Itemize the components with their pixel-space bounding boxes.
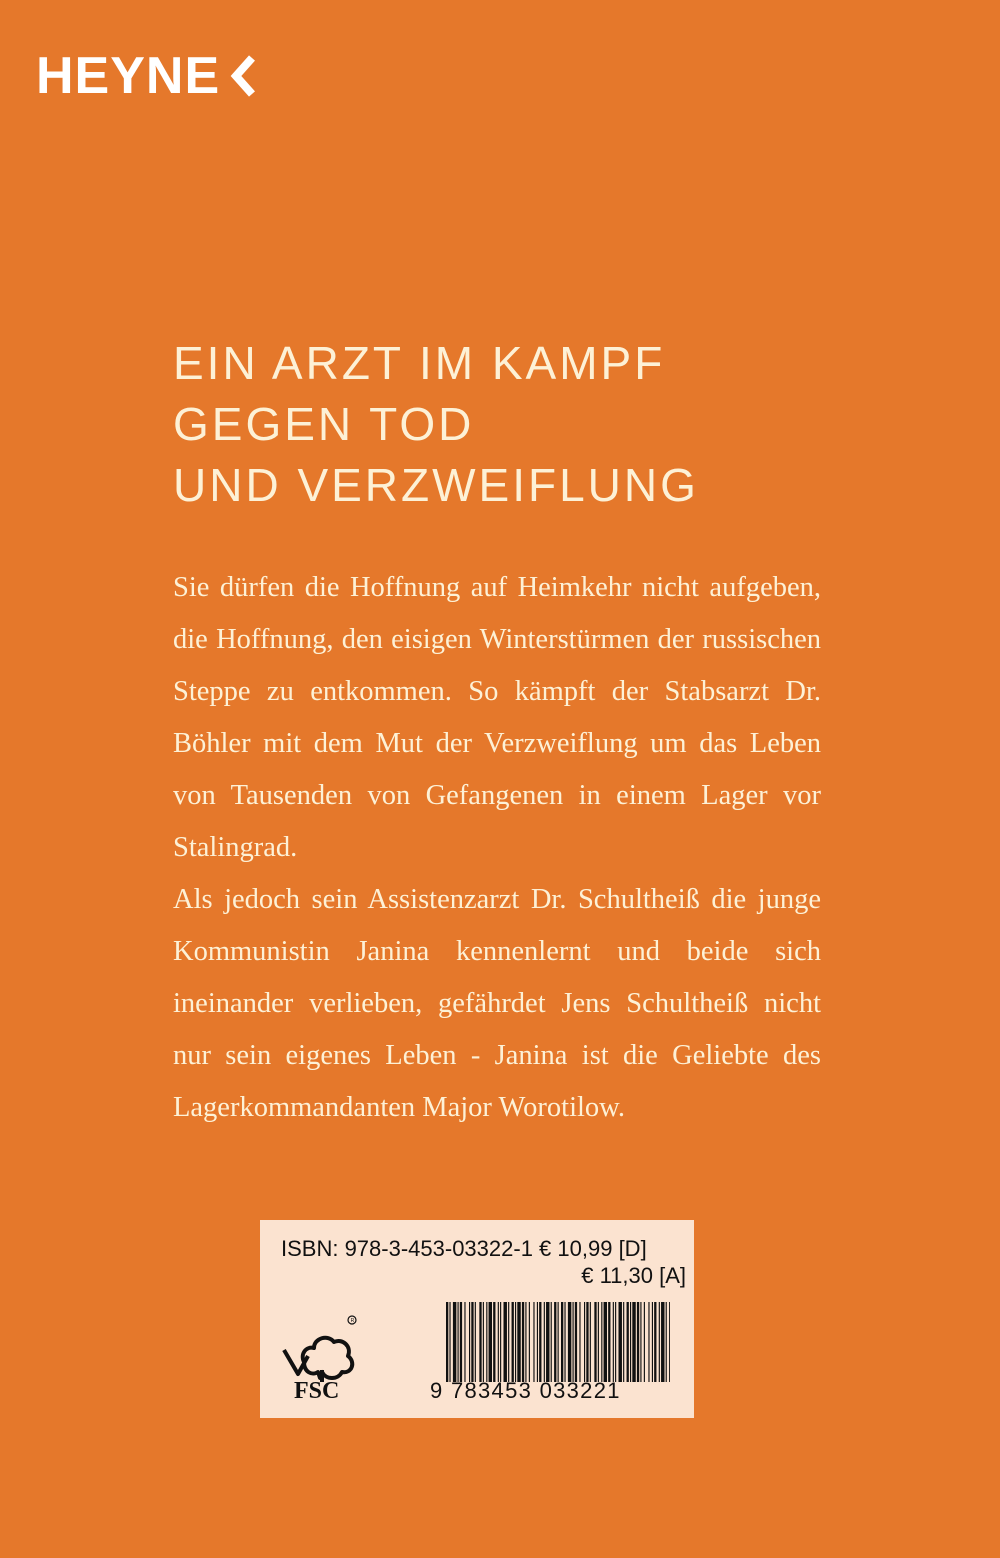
barcode-bar bbox=[644, 1302, 645, 1382]
barcode-bar bbox=[464, 1302, 465, 1382]
blurb-paragraph: Sie dürfen die Hoffnung auf Heimkehr nicht aufgeben, die Hoffnung, den eisigen Winterstürmen der russischen Steppe zu entkommen. So kämpft der Stabsarzt Dr. Böhler mit dem Mut der Verzweiflung um das Leben von Tausenden von Gefangenen in einem Lager vor Stalingrad. bbox=[173, 572, 821, 863]
barcode-bar bbox=[604, 1302, 607, 1382]
barcode-number: 9 783453 033221 bbox=[430, 1378, 621, 1403]
fsc-label: FSC bbox=[294, 1378, 340, 1404]
barcode-bar bbox=[659, 1302, 660, 1382]
barcode-bar bbox=[613, 1302, 614, 1382]
barcode-bar bbox=[522, 1302, 524, 1382]
barcode-bar bbox=[537, 1302, 538, 1382]
barcode-bar bbox=[460, 1302, 462, 1382]
barcode-bar bbox=[525, 1302, 526, 1382]
barcode-bar bbox=[546, 1302, 549, 1382]
barcode-bar bbox=[483, 1302, 484, 1382]
barcode-bar bbox=[489, 1302, 492, 1382]
barcode-bar bbox=[449, 1302, 450, 1382]
barcode-bar bbox=[539, 1302, 541, 1382]
barcode-bar bbox=[652, 1302, 653, 1382]
barcode-bar bbox=[586, 1302, 588, 1382]
barcode-bar bbox=[594, 1302, 596, 1382]
barcode-bar bbox=[640, 1302, 641, 1382]
barcode-bar bbox=[515, 1302, 516, 1382]
book-blurb bbox=[173, 562, 821, 1134]
barcode-bar bbox=[529, 1302, 530, 1382]
barcode-bar bbox=[498, 1302, 499, 1382]
barcode-bar bbox=[575, 1302, 577, 1382]
barcode-bar bbox=[654, 1302, 656, 1382]
barcode-bar bbox=[453, 1302, 456, 1382]
barcode-bar bbox=[479, 1302, 481, 1382]
barcode-bar bbox=[648, 1302, 649, 1382]
price-austria: € 11,30 [A] bbox=[581, 1263, 686, 1288]
barcode-bar bbox=[573, 1302, 574, 1382]
barcode-bar bbox=[554, 1302, 556, 1382]
barcode-bar bbox=[446, 1302, 448, 1382]
barcode-bar bbox=[561, 1302, 563, 1382]
barcode-bar bbox=[627, 1302, 629, 1382]
headline-line: GEGEN TOD bbox=[173, 398, 475, 450]
barcode-bar bbox=[517, 1302, 520, 1382]
barcode-bar bbox=[533, 1302, 534, 1382]
barcode-bar bbox=[619, 1302, 622, 1382]
barcode-bar bbox=[568, 1302, 571, 1382]
barcode-bar bbox=[632, 1302, 635, 1382]
headline-line: UND VERZWEIFLUNG bbox=[173, 459, 699, 511]
isbn-price-sticker bbox=[260, 1220, 694, 1418]
barcode-bar bbox=[486, 1302, 487, 1382]
barcode-bar bbox=[630, 1302, 631, 1382]
barcode-bar bbox=[601, 1302, 602, 1382]
publisher-name: HEYNE bbox=[36, 47, 221, 105]
barcode bbox=[446, 1302, 670, 1382]
barcode-bar bbox=[512, 1302, 514, 1382]
chevron-left-icon bbox=[228, 54, 258, 98]
barcode-bar bbox=[598, 1302, 599, 1382]
barcode-bar bbox=[623, 1302, 624, 1382]
headline bbox=[173, 333, 699, 516]
headline-line: EIN ARZT IM KAMPF bbox=[173, 337, 666, 389]
barcode-bar bbox=[558, 1302, 559, 1382]
barcode-bar bbox=[493, 1302, 495, 1382]
barcode-bar bbox=[666, 1302, 667, 1382]
barcode-bar bbox=[564, 1302, 565, 1382]
svg-text:R: R bbox=[350, 1318, 355, 1324]
barcode-bar bbox=[590, 1302, 591, 1382]
barcode-bar bbox=[661, 1302, 664, 1382]
isbn-price-germany: ISBN: 978-3-453-03322-1 € 10,99 [D] bbox=[281, 1236, 647, 1261]
barcode-bar bbox=[615, 1302, 616, 1382]
barcode-bar bbox=[669, 1302, 670, 1382]
barcode-bar bbox=[475, 1302, 476, 1382]
barcode-bar bbox=[637, 1302, 639, 1382]
publisher-logo bbox=[36, 46, 258, 106]
barcode-bar bbox=[500, 1302, 501, 1382]
blurb-paragraph: Als jedoch sein Assistenzarzt Dr. Schultheiß die junge Kommunistin Janina kennenlernt und beide sich ineinander verlieben, gefährdet Jens Schultheiß nicht nur sein eigenes Leben - Janina ist die Geliebte des Lagerkommandanten Major Worotilow. bbox=[173, 884, 821, 1123]
barcode-bar bbox=[579, 1302, 580, 1382]
barcode-bar bbox=[458, 1302, 459, 1382]
barcode-bar bbox=[584, 1302, 585, 1382]
barcode-bar bbox=[508, 1302, 509, 1382]
barcode-bar bbox=[551, 1302, 552, 1382]
barcode-bar bbox=[504, 1302, 507, 1382]
barcode-bar bbox=[608, 1302, 610, 1382]
barcode-bar bbox=[471, 1302, 473, 1382]
barcode-bar bbox=[469, 1302, 470, 1382]
barcode-bar bbox=[544, 1302, 545, 1382]
